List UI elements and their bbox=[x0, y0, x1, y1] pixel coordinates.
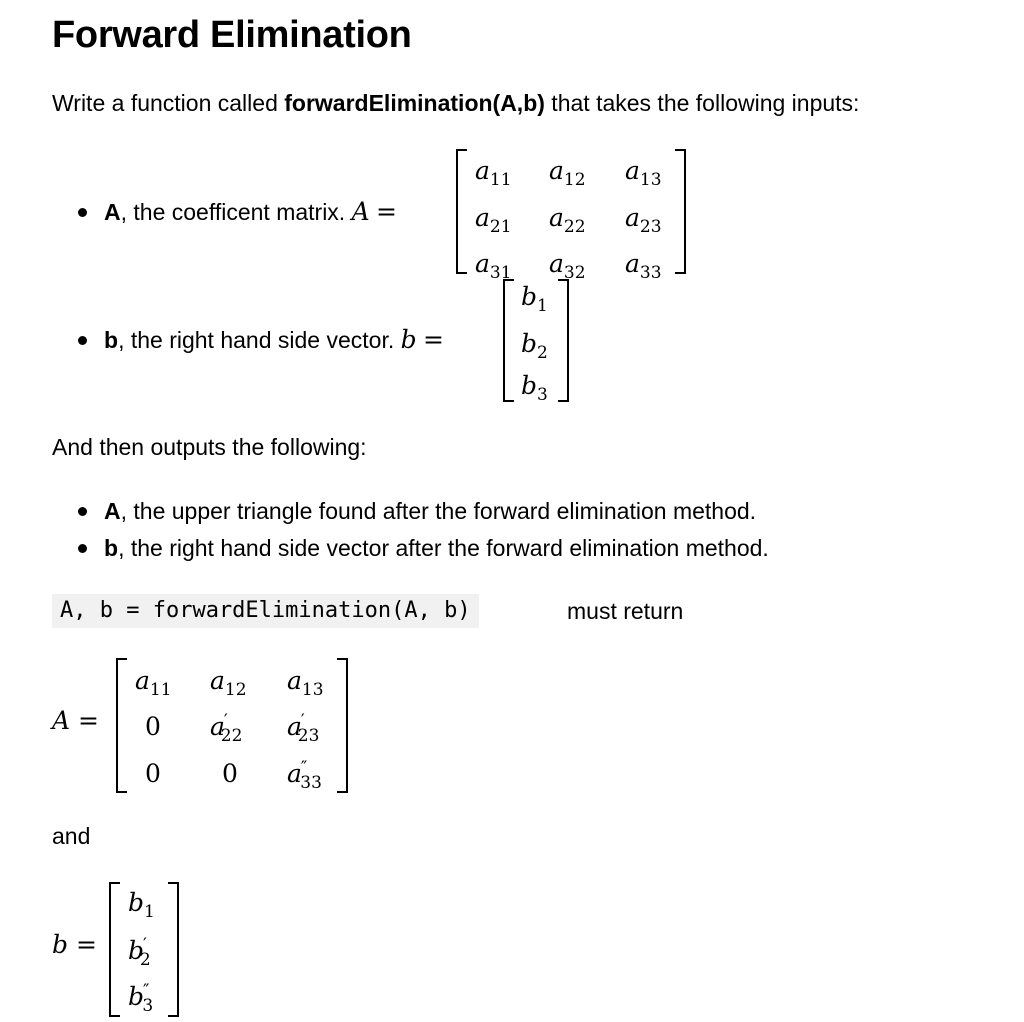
page-title: Forward Elimination bbox=[52, 14, 412, 56]
result-matrix-entry: $a'_{23}$ bbox=[287, 711, 320, 746]
output-a-item bbox=[104, 496, 756, 526]
result-matrix-entry: $a_{12}$ bbox=[210, 666, 247, 700]
matrix-entry: $a_{22}$ bbox=[549, 203, 586, 237]
input-a-item bbox=[104, 197, 397, 227]
vector-bracket-right bbox=[558, 279, 569, 402]
result-vector-entry: $b'_2$ bbox=[128, 935, 151, 970]
result-vector-bracket-left bbox=[109, 882, 120, 1017]
vector-bracket-left bbox=[503, 279, 514, 402]
bullet-dot bbox=[78, 208, 87, 217]
and-text: and bbox=[52, 823, 91, 849]
input-a-desc: , the coefficent matrix. bbox=[120, 199, 352, 225]
input-a-symbol: A bbox=[351, 197, 370, 226]
result-b-lhs bbox=[52, 930, 97, 959]
input-b-name: b bbox=[104, 327, 119, 353]
result-matrix-entry: $a_{13}$ bbox=[287, 666, 324, 700]
bullet-dot bbox=[78, 336, 87, 345]
output-a-desc: , the upper triangle found after the forward elimination method. bbox=[120, 498, 757, 524]
result-matrix-entry: $a''_{33}$ bbox=[287, 758, 322, 793]
result-vector-entry: $b_1$ bbox=[128, 888, 155, 922]
matrix-entry: $a_{11}$ bbox=[475, 156, 512, 190]
result-a-label: A bbox=[52, 706, 71, 735]
input-b-desc: , the right hand side vector. bbox=[118, 327, 401, 353]
output-b-desc: , the right hand side vector after the forward elimination method. bbox=[118, 535, 769, 561]
matrix-entry: $a_{33}$ bbox=[625, 249, 662, 283]
vector-entry: $b_1$ bbox=[521, 282, 548, 316]
matrix-entry: $a_{13}$ bbox=[625, 156, 662, 190]
matrix-entry: $a_{12}$ bbox=[549, 156, 586, 190]
result-vector-entry: $b''_3$ bbox=[128, 981, 154, 1016]
input-b-item bbox=[104, 325, 444, 355]
result-a-equals: = bbox=[78, 706, 99, 735]
output-b-name: b bbox=[104, 535, 119, 561]
intro-paragraph bbox=[52, 88, 859, 118]
input-a-name: A bbox=[104, 199, 121, 225]
result-b-equals: = bbox=[75, 930, 97, 959]
matrix-bracket-left bbox=[456, 149, 467, 274]
result-matrix-entry: 0 bbox=[145, 759, 161, 788]
output-a-name: A bbox=[104, 498, 121, 524]
code-snippet: A, b = forwardElimination(A, b) bbox=[52, 594, 479, 628]
matrix-entry: $a_{23}$ bbox=[625, 203, 662, 237]
vector-entry: $b_2$ bbox=[521, 329, 548, 363]
bullet-dot bbox=[78, 507, 87, 516]
matrix-entry: $a_{21}$ bbox=[475, 203, 512, 237]
result-a-lhs bbox=[52, 706, 99, 735]
intro-prefix: Write a function called bbox=[52, 90, 285, 116]
result-matrix-entry: $a_{11}$ bbox=[135, 666, 172, 700]
input-a-equals: = bbox=[376, 197, 397, 226]
outputs-intro: And then outputs the following: bbox=[52, 434, 367, 460]
matrix-entry: $a_{32}$ bbox=[549, 249, 586, 283]
result-matrix-bracket-right bbox=[337, 658, 348, 793]
vector-entry: $b_3$ bbox=[521, 371, 548, 405]
output-b-item bbox=[104, 533, 769, 563]
result-matrix-entry: 0 bbox=[145, 712, 161, 741]
result-matrix-entry: $a'_{22}$ bbox=[210, 711, 243, 746]
result-matrix-entry: 0 bbox=[222, 759, 238, 788]
result-vector-bracket-right bbox=[168, 882, 179, 1017]
input-b-equals: = bbox=[423, 325, 444, 354]
result-b-label: b bbox=[52, 930, 69, 959]
intro-suffix: that takes the following inputs: bbox=[544, 90, 860, 116]
matrix-entry: $a_{31}$ bbox=[475, 249, 512, 283]
must-return-text: must return bbox=[567, 598, 684, 624]
matrix-bracket-right bbox=[675, 149, 686, 274]
function-name: forwardElimination(A,b) bbox=[284, 90, 545, 116]
result-matrix-bracket-left bbox=[116, 658, 127, 793]
input-b-symbol: b bbox=[400, 325, 417, 354]
bullet-dot bbox=[78, 544, 87, 553]
